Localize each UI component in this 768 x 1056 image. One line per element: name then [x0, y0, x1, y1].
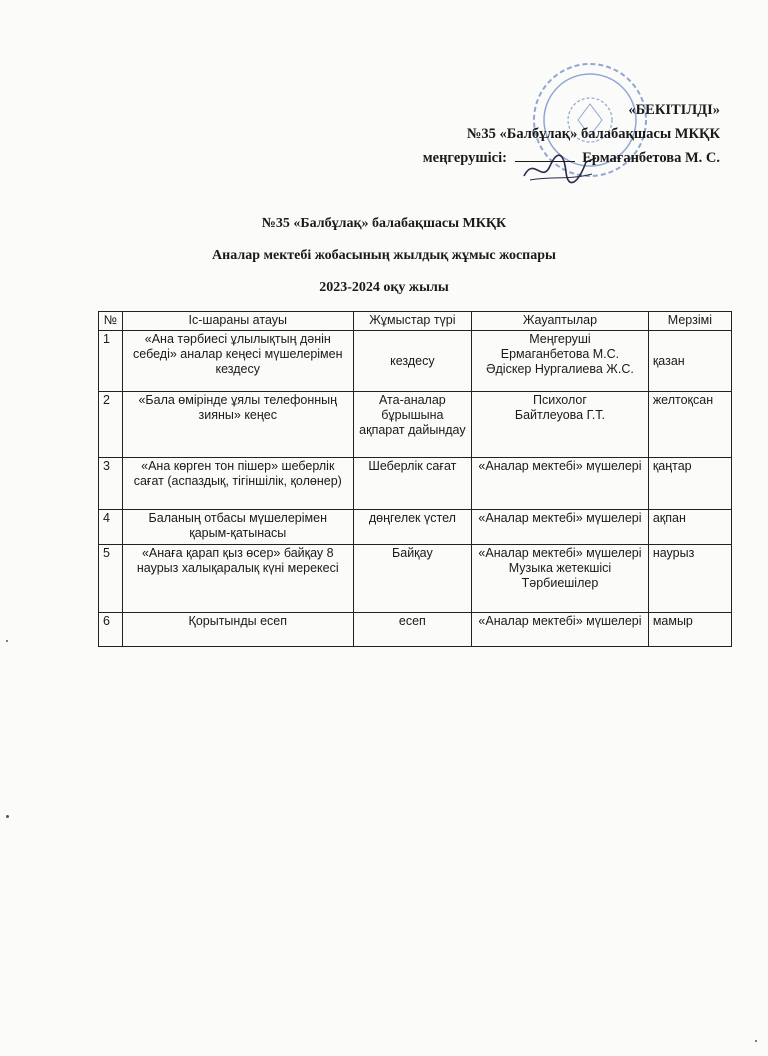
row-name: Қорытынды есеп: [122, 613, 353, 647]
row-responsible: [472, 545, 649, 613]
row-term: ақпан: [648, 510, 731, 545]
responsible-line: Әдіскер Нургалиева Ж.С.: [486, 362, 634, 376]
header-num: №: [99, 312, 123, 331]
row-term: қазан: [648, 331, 731, 392]
document-titles: [0, 214, 768, 310]
table-header-row: [99, 312, 732, 331]
title-plan: Аналар мектебі жобасының жылдық жұмыс жоспары: [212, 248, 556, 263]
approval-heading: «БЕКІТІЛДІ»: [628, 102, 720, 118]
title-org: №35 «Балбұлақ» балабақшасы МКҚК: [261, 216, 507, 231]
responsible-line: Музыка жетекшісі: [508, 561, 612, 575]
row-term: желтоқсан: [648, 392, 731, 458]
table-row: [99, 545, 732, 613]
approval-block: [423, 98, 720, 170]
row-responsible: [472, 510, 649, 545]
row-responsible: [472, 392, 649, 458]
header-responsible: Жауаптылар: [472, 312, 649, 331]
responsible-line: Меңгеруші: [529, 332, 591, 346]
row-type: кездесу: [353, 331, 471, 392]
header-name: Іс-шараны атауы: [122, 312, 353, 331]
scan-speck: [6, 640, 8, 642]
row-num: 4: [99, 510, 123, 545]
approval-head-line: [423, 146, 720, 170]
row-type: дөңгелек үстел: [353, 510, 471, 545]
row-name: Баланың отбасы мүшелерімен қарым-қатынасы: [122, 510, 353, 545]
row-type: Шеберлік сағат: [353, 458, 471, 510]
row-name: «Ана көрген тон пішер» шеберлік сағат (аспаздық, тігіншілік, қолөнер): [122, 458, 353, 510]
approval-head-label: меңгерушісі:: [422, 150, 507, 166]
approval-head-name: Ермағанбетова М. С.: [582, 150, 720, 166]
responsible-line: Тәрбиешілер: [521, 576, 599, 590]
table-row: [99, 510, 732, 545]
table-row: [99, 331, 732, 392]
row-responsible: [472, 331, 649, 392]
table-row: [99, 458, 732, 510]
header-type: Жұмыстар түрі: [353, 312, 471, 331]
row-name: «Ана тәрбиесі ұлылықтың дәнін себеді» аналар кеңесі мүшелерімен кездесу: [122, 331, 353, 392]
row-term: наурыз: [648, 545, 731, 613]
responsible-line: «Аналар мектебі» мүшелері: [478, 546, 642, 560]
row-responsible: [472, 613, 649, 647]
row-type: Байқау: [353, 545, 471, 613]
plan-table: [98, 311, 732, 647]
responsible-line: Байтлеуова Г.Т.: [514, 408, 606, 422]
row-num: 2: [99, 392, 123, 458]
responsible-line: «Аналар мектебі» мүшелері: [478, 459, 642, 473]
scan-speck: [6, 815, 9, 818]
row-num: 1: [99, 331, 123, 392]
approval-org: №35 «Балбұлақ» балабақшасы МКҚК: [466, 126, 720, 142]
row-name: «Анаға қарап қыз өсер» байқау 8 наурыз халықаралық күні мерекесі: [122, 545, 353, 613]
responsible-line: «Аналар мектебі» мүшелері: [478, 511, 642, 525]
row-responsible: [472, 458, 649, 510]
row-type: Ата-аналар бұрышына ақпарат дайындау: [353, 392, 471, 458]
row-num: 6: [99, 613, 123, 647]
responsible-line: Ермаганбетова М.С.: [500, 347, 620, 361]
scan-speck: [755, 1040, 757, 1042]
responsible-line: Психолог: [532, 393, 587, 407]
row-term: қаңтар: [648, 458, 731, 510]
row-term: мамыр: [648, 613, 731, 647]
table-row: [99, 613, 732, 647]
table-row: [99, 392, 732, 458]
title-year: 2023-2024 оқу жылы: [319, 280, 449, 295]
row-num: 3: [99, 458, 123, 510]
row-type: есеп: [353, 613, 471, 647]
signature-line: [515, 147, 575, 162]
row-name: «Бала өмірінде ұялы телефонның зияны» кеңес: [122, 392, 353, 458]
responsible-line: «Аналар мектебі» мүшелері: [478, 614, 642, 628]
header-term: Мерзімі: [648, 312, 731, 331]
row-num: 5: [99, 545, 123, 613]
